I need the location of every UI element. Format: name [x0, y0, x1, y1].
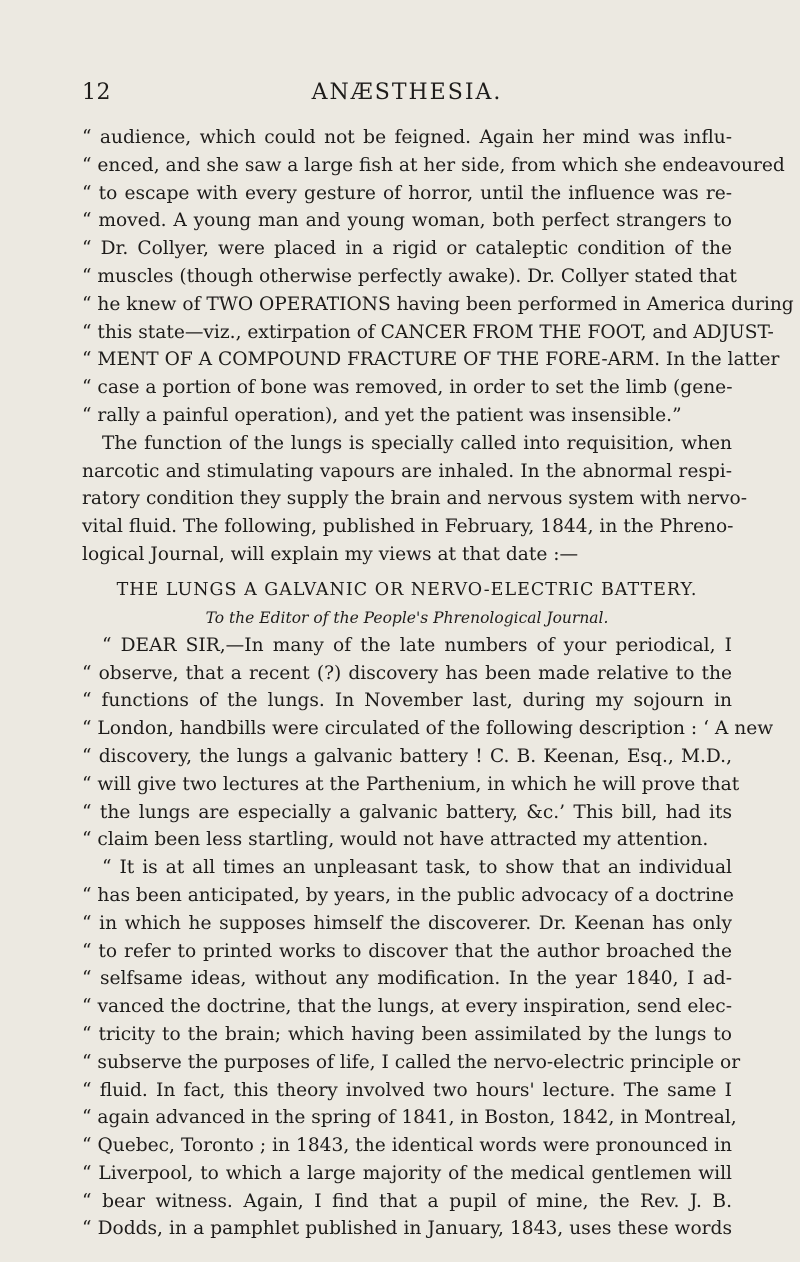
paragraph-letter-body	[82, 854, 741, 1243]
text-line: logical Journal, will explain my views at that date :—	[82, 543, 579, 565]
spacer	[82, 569, 732, 576]
text-line: “ will give two lectures at the Parthenium, in which he will prove that	[82, 773, 740, 795]
text-line: “ to escape with every gesture of horror, until the influence was re-	[82, 182, 732, 204]
text-line: “ observe, that a recent (?) discovery has been made relative to the	[82, 662, 732, 684]
text-line: “ case a portion of bone was removed, in order to set the limb (gene-	[82, 377, 733, 399]
text-line: “ has been anticipated, by years, in the public advocacy of a doctrine	[82, 884, 734, 906]
text-line: “ to refer to printed works to discover that the author broached the	[82, 940, 732, 962]
text-line: “ this state—viz., extirpation of CANCER FROM THE FOOT, and ADJUST-	[82, 321, 774, 343]
letter-heading: THE LUNGS A GALVANIC OR NERVO-ELECTRIC BATTERY.	[116, 579, 698, 600]
text-line: “ functions of the lungs. In November last, during my sojourn in	[82, 690, 732, 712]
text-line: “ enced, and she saw a large fish at her side, from which she endeavoured	[82, 154, 785, 176]
text-line: “ again advanced in the spring of 1841, in Boston, 1842, in Montreal,	[82, 1107, 737, 1129]
text-line: “ MENT OF A COMPOUND FRACTURE OF THE FORE-ARM. In the latter	[82, 349, 780, 371]
text-line: “ the lungs are especially a galvanic battery, &c.’ This bill, had its	[82, 801, 732, 823]
paragraph-quoted-report	[82, 124, 794, 430]
text-line: “ fluid. In fact, this theory involved two hours' lecture. The same I	[82, 1079, 732, 1101]
text-line: “ Quebec, Toronto ; in 1843, the identical words were pronounced in	[82, 1135, 732, 1157]
text-line: “ moved. A young man and young woman, both perfect strangers to	[82, 210, 732, 232]
letter-subheading: To the Editor of the People's Phrenological Journal.	[205, 608, 609, 627]
text-line: “ Liverpool, to which a large majority of the medical gentlemen will	[82, 1162, 732, 1184]
text-line: “ muscles (though otherwise perfectly awake). Dr. Collyer stated that	[82, 265, 737, 287]
text-line: “ Dodds, in a pamphlet published in January, 1843, uses these words	[82, 1218, 732, 1240]
text-line: “ vanced the doctrine, that the lungs, at every inspiration, send elec-	[82, 996, 732, 1018]
text-line: “ he knew of TWO OPERATIONS having been performed in America during	[82, 293, 794, 315]
paragraph-letter-opening	[82, 632, 774, 854]
paragraph-lungs-function	[82, 430, 748, 569]
text-line: vital fluid. The following, published in February, 1844, in the Phreno-	[82, 516, 734, 538]
running-head: ANÆSTHESIA.	[311, 80, 503, 105]
text-line: “ tricity to the brain; which having been assimilated by the lungs to	[82, 1023, 732, 1045]
page-number: 12	[82, 80, 111, 105]
text-line: “ claim been less startling, would not have attracted my attention.	[82, 829, 709, 851]
text-line: “ DEAR SIR,—In many of the late numbers of your periodical, I	[102, 634, 732, 656]
text-line: “ rally a painful operation), and yet the patient was insensible.”	[82, 404, 682, 426]
text-line: “ London, handbills were circulated of the following description : ‘ A new	[82, 718, 774, 740]
text-line: “ Dr. Collyer, were placed in a rigid or cataleptic condition of the	[82, 238, 732, 260]
page-body	[82, 124, 794, 1243]
text-line: “ subserve the purposes of life, I called the nervo-electric principle or	[82, 1051, 741, 1073]
text-line: “ selfsame ideas, without any modification. In the year 1840, I ad-	[82, 968, 732, 990]
text-line: “ in which he supposes himself the discoverer. Dr. Keenan has only	[82, 912, 732, 934]
text-line: “ audience, which could not be feigned. Again her mind was influ-	[82, 127, 732, 148]
text-line: “ discovery, the lungs a galvanic battery ! C. B. Keenan, Esq., M.D.,	[82, 745, 732, 767]
text-line: The function of the lungs is specially called into requisition, when	[102, 432, 732, 454]
text-line: “ It is at all times an unpleasant task, to show that an individual	[102, 857, 732, 879]
text-line: ratory condition they supply the brain and nervous system with nervo-	[82, 488, 748, 510]
page-header	[82, 80, 732, 110]
text-line: “ bear witness. Again, I find that a pupil of mine, the Rev. J. B.	[82, 1190, 732, 1212]
text-line: narcotic and stimulating vapours are inhaled. In the abnormal respi-	[82, 460, 732, 482]
